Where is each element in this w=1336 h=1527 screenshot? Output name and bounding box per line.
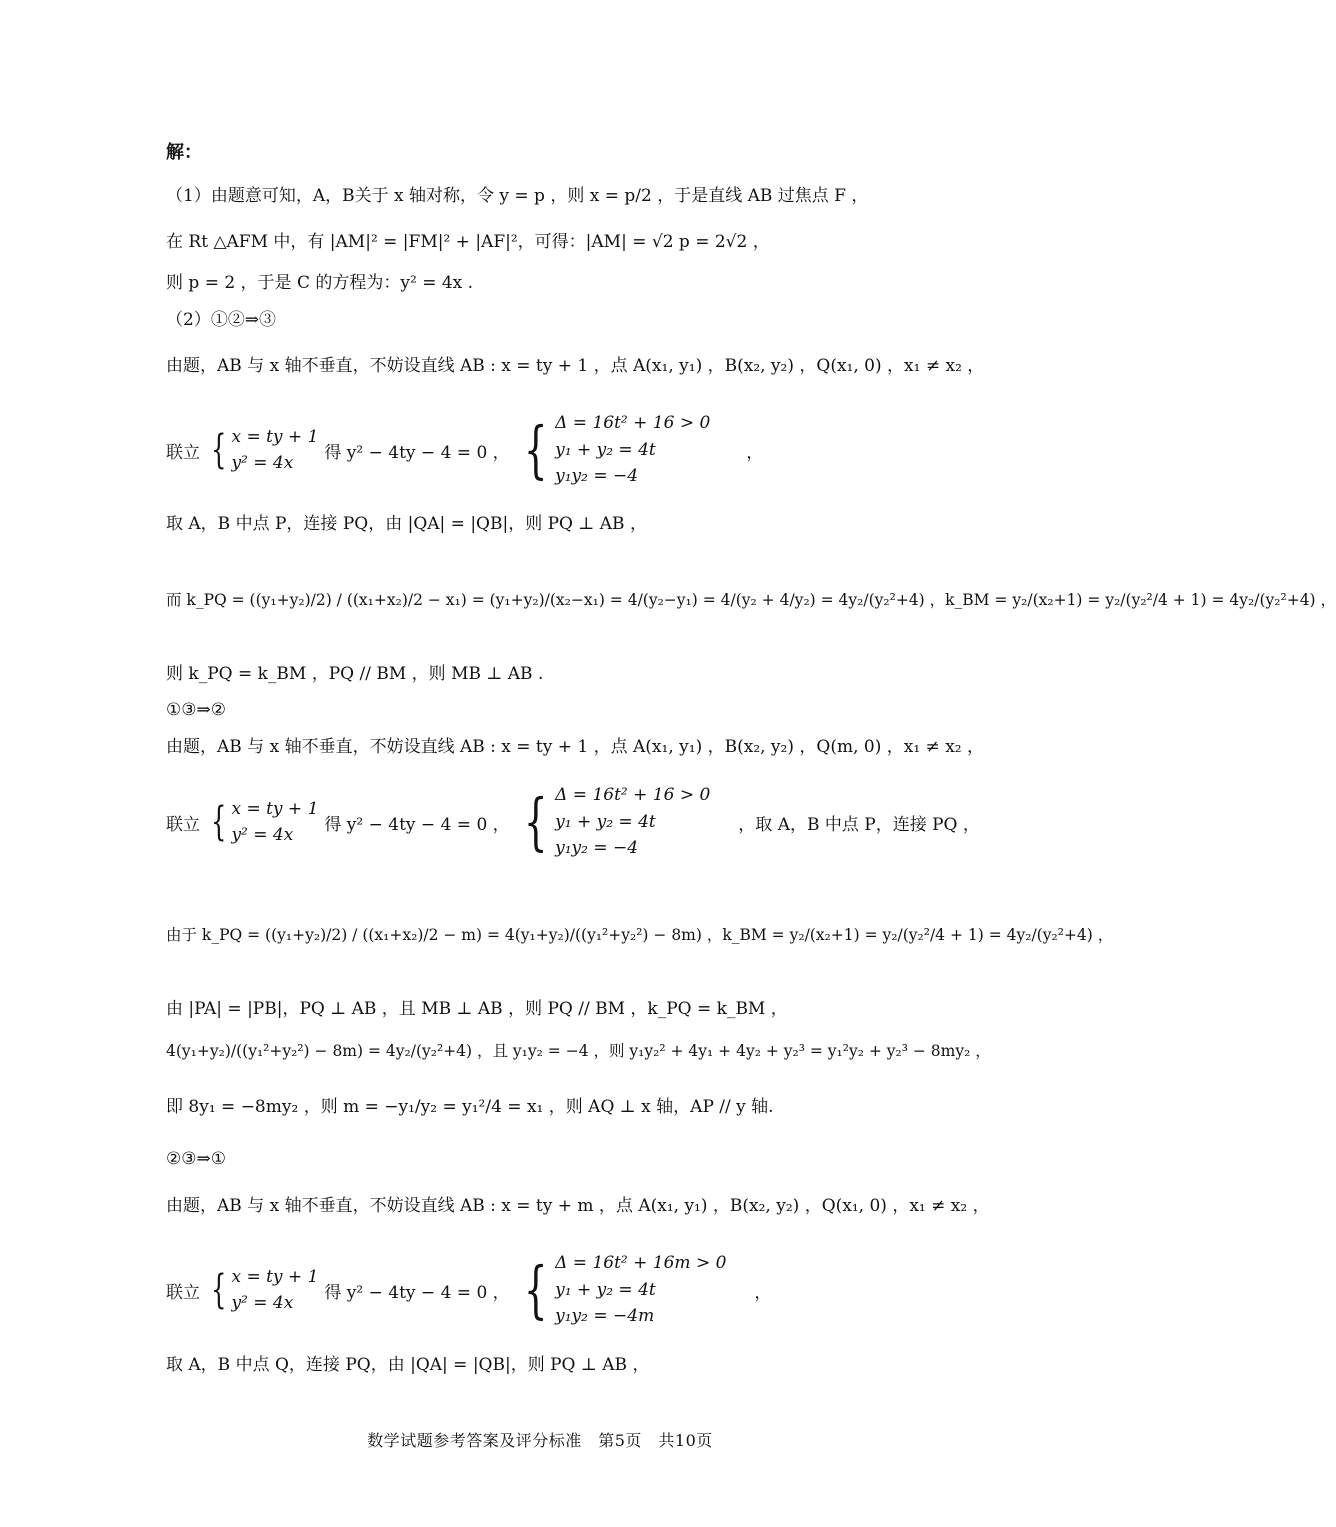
system-2 — [516, 782, 711, 861]
system-line: y₁y₂ = −4 — [555, 466, 639, 487]
part2-kpq-formula: 而 k_PQ = ((y₁+y₂)/2) / ((x₁+x₂)/2 − x₁) = (y₁+y₂)/(x₂−x₁) = 4/(y₂−y₁) = 4/(y₂ + 4/y₂) = 4y₂/(y₂²+4) ，k_BM = y₂/(x₂+1) = y₂/(y₂²/4 + 1) = 4y₂/(y₂²+4) ， — [166, 591, 1336, 609]
system-2 — [516, 410, 711, 489]
left-brace: { — [211, 1267, 227, 1313]
part3-system-row — [166, 777, 980, 867]
part3-pa-line: 由 |PA| = |PB|，PQ ⊥ AB ，且 MB ⊥ AB ，则 PQ // BM ，k_PQ = k_BM ， — [166, 999, 788, 1019]
part3-setup: 由题，AB 与 x 轴不垂直，不妨设直线 AB : x = ty + 1 ，点 A(x₁, y₁) ，B(x₂, y₂) ，Q(m, 0) ，x₁ ≠ x₂ ， — [166, 737, 984, 757]
system-1 — [206, 796, 318, 849]
system-line: y₁ + y₂ = 4t — [555, 1279, 656, 1300]
system-line: x = ty + 1 — [231, 426, 319, 447]
part2-conclusion: 则 k_PQ = k_BM ，PQ // BM ，则 MB ⊥ AB . — [166, 664, 544, 684]
part1-line2: 在 Rt △AFM 中，有 |AM|² = |FM|² + |AF|²，可得：|AM| = √2 p = 2√2 ， — [166, 232, 770, 252]
part1-line1: （1）由题意可知，A，B关于 x 轴对称，令 y = p ，则 x = p/2 ，于是直线 AB 过焦点 F ， — [166, 186, 869, 206]
system-line: y² = 4x — [231, 453, 294, 473]
left-brace: { — [523, 413, 548, 486]
system-line: y₁ + y₂ = 4t — [555, 439, 656, 460]
system-1 — [206, 1264, 318, 1317]
system-line: Δ = 16t² + 16 > 0 — [555, 785, 711, 806]
part3-kpq-formula: 由于 k_PQ = ((y₁+y₂)/2) / ((x₁+x₂)/2 − m) = 4(y₁+y₂)/((y₁²+y₂²) − 8m) ，k_BM = y₂/(x₂+1) = y₂/(y₂²/4 + 1) = 4y₂/(y₂²+4) ， — [166, 926, 1114, 944]
part3-ji-line: 即 8y₁ = −8my₂ ，则 m = −y₁/y₂ = y₁²/4 = x₁ ，则 AQ ⊥ x 轴，AP // y 轴. — [166, 1097, 774, 1117]
system-line: y₁y₂ = −4m — [555, 1306, 655, 1327]
lianli-label: 联立 — [166, 1282, 200, 1303]
solution-heading: 解： — [166, 142, 202, 163]
result-equation: 得 y² − 4ty − 4 = 0 ， — [324, 1282, 510, 1303]
part2-system-row: 联立 { x = ty + 1 y² = 4x 得 y² − 4ty − 4 = 0 ， { Δ = 16t² + 16 > 0 y₁ + y₂ = 4t y₁y₂ = −4 ， — [166, 405, 763, 495]
system-tail: ， — [754, 1282, 772, 1303]
part4-setup: 由题，AB 与 x 轴不垂直，不妨设直线 AB : x = ty + m ，点 A(x₁, y₁) ，B(x₂, y₂) ，Q(x₁, 0) ，x₁ ≠ x₂ ， — [166, 1196, 990, 1216]
part3-title: ①③⇒② — [166, 700, 226, 720]
system-line: x = ty + 1 — [231, 1266, 319, 1287]
left-brace: { — [211, 799, 227, 845]
part1-line3: 则 p = 2 ，于是 C 的方程为：y² = 4x . — [166, 273, 474, 293]
system-2 — [516, 1250, 727, 1329]
page-footer: 数学试题参考答案及评分标准 第5页 共10页 — [367, 1431, 713, 1450]
system-line: y₁ + y₂ = 4t — [555, 811, 656, 832]
part3-equation-line: 4(y₁+y₂)/((y₁²+y₂²) − 8m) = 4y₂/(y₂²+4) ，且 y₁y₂ = −4 ，则 y₁y₂² + 4y₁ + 4y₂ + y₂³ = y₁²y₂ + y₂³ − 8my₂ ， — [166, 1042, 991, 1060]
part4-midpoint: 取 A，B 中点 Q，连接 PQ，由 |QA| = |QB|，则 PQ ⊥ AB ， — [166, 1355, 650, 1375]
left-brace: { — [523, 785, 548, 858]
part2-setup: 由题，AB 与 x 轴不垂直，不妨设直线 AB : x = ty + 1 ，点 A(x₁, y₁) ，B(x₂, y₂) ，Q(x₁, 0) ，x₁ ≠ x₂ ， — [166, 356, 985, 376]
system-line: y² = 4x — [231, 825, 294, 845]
system-line: y² = 4x — [231, 1293, 294, 1313]
left-brace: { — [523, 1253, 548, 1326]
lianli-label: 联立 — [166, 442, 200, 463]
part4-title: ②③⇒① — [166, 1149, 226, 1169]
system-tail: ，取 A，B 中点 P，连接 PQ ， — [738, 814, 980, 835]
system-line: Δ = 16t² + 16m > 0 — [555, 1253, 727, 1274]
system-line: y₁y₂ = −4 — [555, 838, 639, 859]
left-brace: { — [211, 427, 227, 473]
system-line: x = ty + 1 — [231, 798, 319, 819]
part4-system-row — [166, 1245, 771, 1335]
part2-midpoint: 取 A，B 中点 P，连接 PQ，由 |QA| = |QB|，则 PQ ⊥ AB ， — [166, 514, 647, 534]
part2-title: （2）①②⇒③ — [166, 310, 277, 330]
result-equation: 得 y² − 4ty − 4 = 0 ， — [324, 814, 510, 835]
result-equation: 得 y² − 4ty − 4 = 0 ， — [324, 442, 510, 463]
lianli-label: 联立 — [166, 814, 200, 835]
system-1 — [206, 424, 318, 477]
system-line: Δ = 16t² + 16 > 0 — [555, 413, 711, 434]
